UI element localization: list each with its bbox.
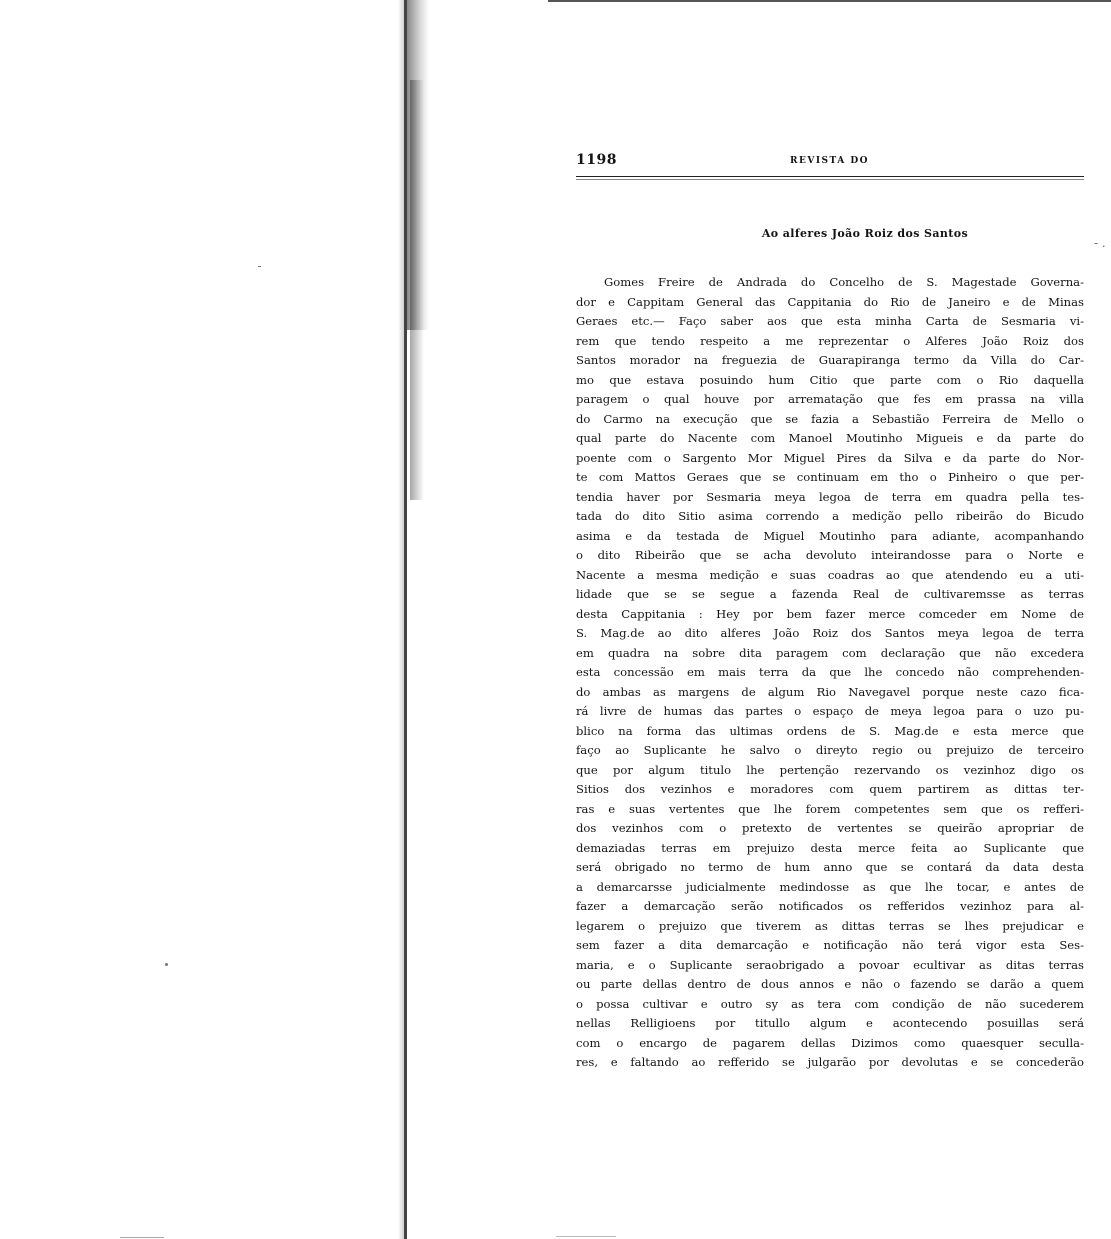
text-line: faço ao Suplicante he salvo o direyto regio ou prejuizo de terceiro <box>576 743 1084 757</box>
text-line: asima e da testada de Miguel Moutinho para adiante, acompanhando <box>576 528 1084 543</box>
text-line: Nacente a mesma medição e suas coadras ao que atendendo eu a uti- <box>576 567 1084 582</box>
journal-title: REVISTA DO <box>790 156 869 166</box>
text-line: tada do dito Sitio asima correndo a medição pello ribeirão do Bicudo <box>576 509 1084 523</box>
text-line: em quadra na sobre dita paragem com declaração que não excedera <box>576 645 1084 660</box>
section-title: Ao alferes João Roiz dos Santos <box>761 227 969 240</box>
text-line: tendia haver por Sesmaria meya legoa de terra em quadra pella tes- <box>576 489 1084 504</box>
text-line: fazer a demarcação serão notificados os refferidos vezinhoz para al- <box>576 899 1084 913</box>
text-line: Sitios dos vezinhos e moradores com quem partirem as dittas ter- <box>576 782 1084 796</box>
text-line: blico na forma das ultimas ordens de S. Mag.de e esta merce que <box>576 723 1084 738</box>
text-line: lidade que se se segue a fazenda Real de cultivaremsse as terras <box>576 587 1084 601</box>
text-line: dos vezinhos com o pretexto de vertentes se queirão apropriar de <box>576 821 1084 835</box>
text-line: dor e Cappitam General das Cappitania do Rio de Janeiro e de Minas <box>576 294 1084 309</box>
scan-speck <box>258 266 261 267</box>
binding-fold-dark <box>410 80 424 500</box>
text-line: paragem o qual houve por arrematação que fes em prassa na villa <box>576 392 1084 406</box>
text-line: Gomes Freire de Andrada do Concelho de S. Magestade Governa- <box>604 275 1084 289</box>
running-head <box>576 150 1084 176</box>
text-line: Geraes etc.— Faço saber aos que esta minha Carta de Sesmaria vi- <box>576 314 1084 328</box>
text-line: maria, e o Suplicante seraobrigado a povoar ecultivar as ditas terras <box>576 957 1084 972</box>
text-line: S. Mag.de ao dito alferes João Roiz dos Santos meya legoa de terra <box>576 626 1084 640</box>
body-text <box>576 273 1084 1073</box>
text-line: sem fazer a dita demarcação e notificação não terá vigor esta Ses- <box>576 938 1084 952</box>
text-line: do ambas as margens de algum Rio Navegavel porque neste cazo fica- <box>576 684 1084 699</box>
text-line: res, e faltando ao refferido se julgarão por devolutas e se concederão <box>576 1055 1084 1069</box>
text-line: te com Mattos Geraes que se continuam em tho o Pinheiro o que per- <box>576 470 1084 484</box>
page-number: 1198 <box>576 152 617 168</box>
text-line: nellas Relligioens por titullo algum e acontecendo posuillas será <box>576 1016 1084 1030</box>
scan-speck <box>120 1237 164 1238</box>
scan-speck <box>556 1236 616 1237</box>
text-line: desta Cappitania : Hey por bem fazer merce comceder em Nome de <box>576 606 1084 621</box>
text-line: esta concessão em mais terra da que lhe concedo não comprehenden- <box>576 665 1084 679</box>
text-line: com o encargo de pagarem dellas Dizimos como quaesquer seculla- <box>576 1035 1084 1050</box>
text-line: demaziadas terras em prejuizo desta merce feita ao Suplicante que <box>576 840 1084 855</box>
margin-mark: - . <box>1094 236 1106 250</box>
text-line: a demarcarsse judicialmente medindosse as que lhe tocar, e antes de <box>576 879 1084 894</box>
text-line: poente com o Sargento Mor Miguel Pires da Silva e da parte do Nor- <box>576 450 1084 465</box>
text-line: qual parte do Nacente com Manoel Moutinho Migueis e da parte do <box>576 431 1084 445</box>
text-line: legarem o prejuizo que tiverem as dittas terras se lhes prejudicar e <box>576 918 1084 933</box>
text-line: que por algum titulo lhe pertenção rezervando os vezinhoz digo os <box>576 762 1084 777</box>
page-top-edge <box>548 0 1111 2</box>
document-page <box>576 150 1084 1073</box>
text-line: será obrigado no termo de hum anno que se contará da data desta <box>576 860 1084 874</box>
scan-speck <box>165 963 168 966</box>
text-line: do Carmo na execução que se fazia a Sebastião Ferreira de Mello o <box>576 411 1084 426</box>
text-line: o dito Ribeirão que se acha devoluto inteirandosse para o Norte e <box>576 548 1084 562</box>
text-line: o possa cultivar e outro sy as tera com condição de não sucederem <box>576 996 1084 1011</box>
text-line: ou parte dellas dentro de dous annos e não o fazendo se darão a quem <box>576 977 1084 991</box>
text-line: mo que estava posuindo hum Citio que parte com o Rio daquella <box>576 372 1084 387</box>
text-line: Santos morador na freguezia de Guarapiranga termo da Villa do Car- <box>576 353 1084 367</box>
text-line: rem que tendo respeito a me reprezentar o Alferes João Roiz dos <box>576 333 1084 348</box>
text-line: ras e suas vertentes que lhe forem competentes sem que os refferi- <box>576 801 1084 816</box>
text-line: rá livre de humas das partes o espaço de meya legoa para o uzo pu- <box>576 704 1084 718</box>
header-rule <box>576 176 1084 180</box>
